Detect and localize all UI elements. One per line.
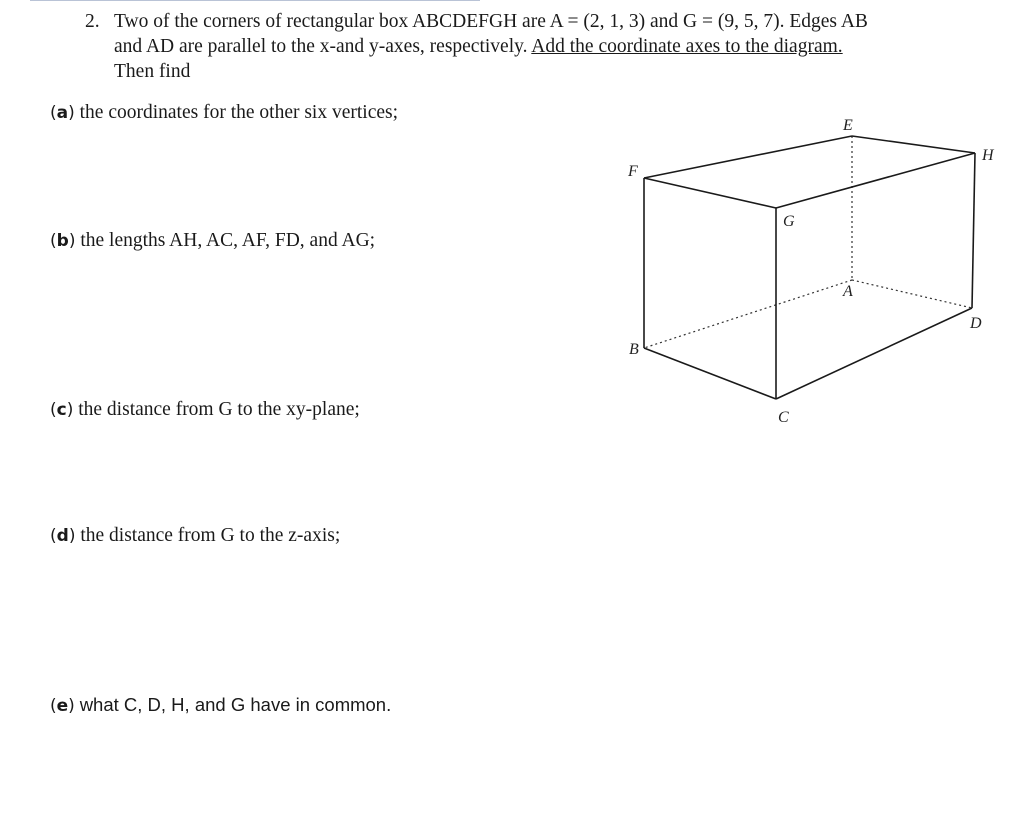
- vertex-label-H: H: [982, 147, 994, 164]
- edge-BC: [644, 348, 776, 399]
- edge-GH: [776, 153, 975, 208]
- edge-AD: [852, 280, 972, 308]
- edge-HD: [972, 153, 975, 308]
- part-e-text: what C, D, H, and G have in common.: [79, 694, 392, 715]
- edge-EH: [852, 136, 975, 153]
- problem-line-1: Two of the corners of rectangular box ABCDEFGH are A = (2, 1, 3) and G = (9, 5, 7). Edges AB: [114, 11, 868, 32]
- vertex-label-D: D: [970, 315, 982, 332]
- part-a-text: the coordinates for the other six vertices;: [79, 102, 399, 123]
- part-b-letter: (b): [50, 231, 76, 251]
- part-d-letter: (d): [50, 526, 76, 546]
- edge-AB: [644, 280, 852, 348]
- part-d: [50, 523, 340, 549]
- problem-number: 2.: [85, 11, 100, 32]
- problem-line-2: and AD are parallel to the x-and y-axes, respectively.: [114, 36, 528, 57]
- problem-text: [114, 9, 965, 84]
- part-a: [50, 100, 398, 126]
- part-e-letter: (e): [50, 696, 75, 716]
- box-diagram: [610, 105, 1010, 435]
- edge-FG: [644, 178, 776, 208]
- vertex-label-A: A: [843, 283, 853, 300]
- problem-line-3: Then find: [114, 61, 191, 82]
- part-d-text: the distance from G to the z-axis;: [80, 525, 341, 546]
- part-b-text: the lengths AH, AC, AF, FD, and AG;: [80, 230, 376, 251]
- edge-CD: [776, 308, 972, 399]
- part-c-letter: (c): [50, 400, 74, 420]
- part-a-letter: (a): [50, 103, 75, 123]
- vertex-label-F: F: [628, 163, 638, 180]
- problem-instruction-underlined: Add the coordinate axes to the diagram.: [531, 36, 843, 57]
- visible-edges: [644, 136, 975, 399]
- part-e: [50, 692, 391, 719]
- vertex-label-G: G: [783, 213, 795, 230]
- top-rule: [30, 0, 480, 1]
- vertex-label-B: B: [629, 341, 639, 358]
- part-b: [50, 228, 375, 254]
- problem-statement: [85, 9, 965, 84]
- vertex-label-C: C: [778, 409, 789, 426]
- vertex-label-E: E: [843, 117, 853, 134]
- part-c-text: the distance from G to the xy-plane;: [78, 399, 360, 420]
- edge-FE: [644, 136, 852, 178]
- part-c: [50, 397, 360, 423]
